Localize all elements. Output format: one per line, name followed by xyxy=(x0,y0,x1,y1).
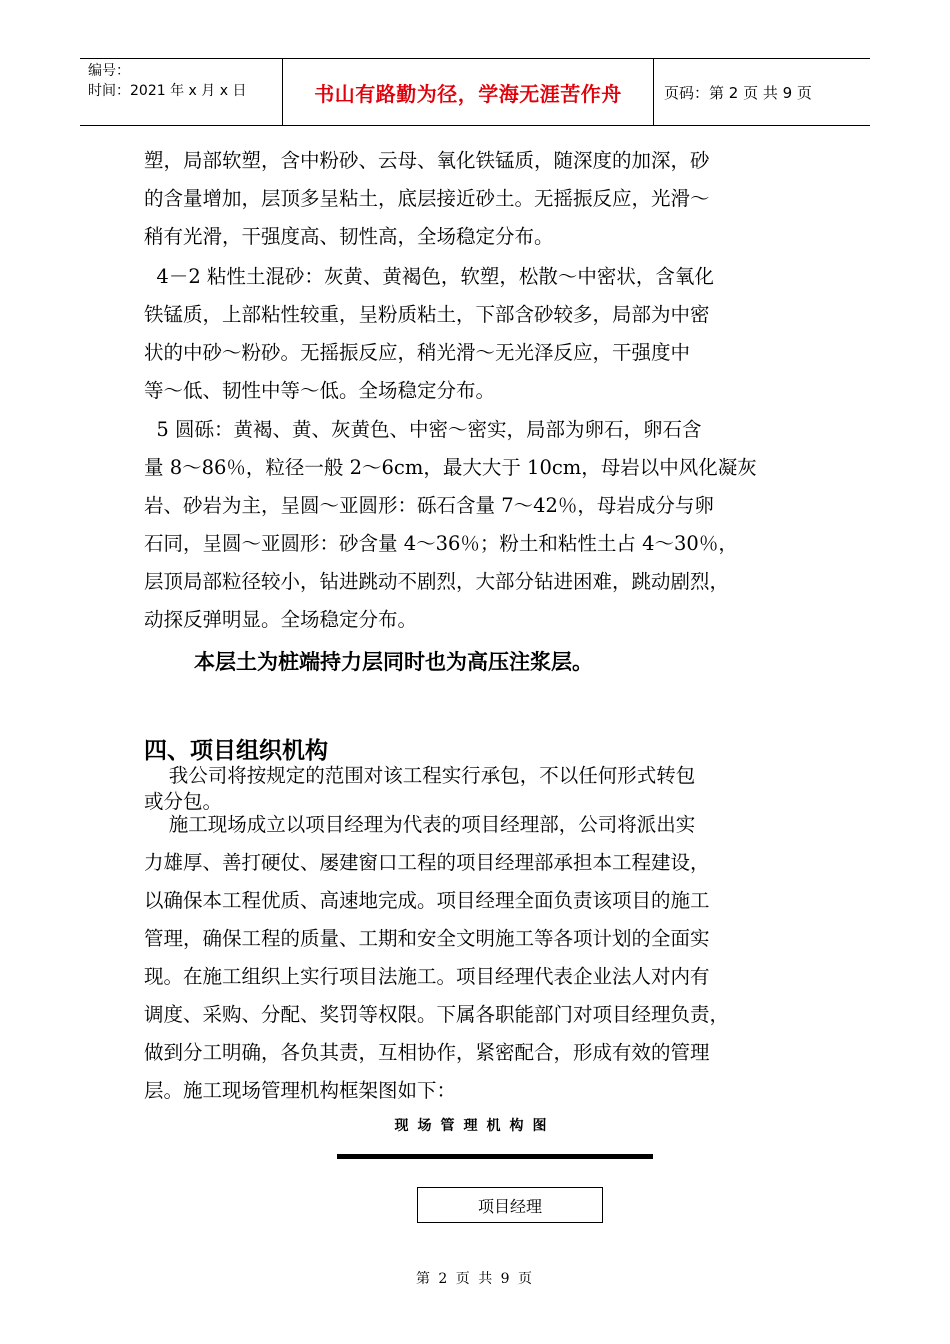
paragraph-soil-layer-continued: 塑，局部软塑，含中粉砂、云母、氧化铁锰质，随深度的加深，砂 的含量增加，层顶多呈粘土，底层接近砂土。无摇振反应，光滑～ 稍有光滑，干强度高、韧性高，全场稳定分布。 xyxy=(144,149,710,248)
org-chart-title: 现场管理机构图 xyxy=(394,1118,556,1134)
section-heading: 四、项目组织机构 xyxy=(144,738,328,764)
bearing-layer-note: 本层土为桩端持力层同时也为高压注浆层。 xyxy=(194,650,593,674)
document-date: 时间：2021 年 x 月 x 日 xyxy=(88,83,247,99)
org-chart-divider xyxy=(337,1154,653,1159)
document-header xyxy=(80,58,870,126)
document-number-label: 编号： xyxy=(88,63,130,79)
page-footer: 第 2 页 共 9 页 xyxy=(415,1271,535,1287)
paragraph-layer-5: 5 圆砾：黄褐、黄、灰黄色、中密～密实，局部为卵石，卵石含 量 8～86％，粒径一般 2～6cm，最大大于 10cm，母岩以中风化凝灰 岩、砂岩为主，呈圆～亚圆形：砾石含量 7～42％，母岩成分与卵 石同，呈圆～亚圆形：砂含量 4～36％；粉土和粘性土占 4～30％， 层顶局部粒径较小，钻进跳动不剧烈，大部分钻进困难，跳动剧烈， 动探反弹明显。全场稳定分布。 xyxy=(144,418,757,631)
paragraph-layer-4-2: 4－2 粘性土混砂：灰黄、黄褐色，软塑，松散～中密状，含氧化 铁锰质，上部粘性较重，呈粉质粘土，下部含砂较多，局部为中密 状的中砂～粉砂。无摇振反应，稍光滑～无光泽反应，干强度中 等～低、韧性中等～低。全场稳定分布。 xyxy=(144,265,714,402)
header-motto: 书山有路勤为径，学海无涯苦作舟 xyxy=(314,81,622,106)
header-motto-cell xyxy=(282,59,654,125)
paragraph-project-management: 施工现场成立以项目经理为代表的项目经理部，公司将派出实 力雄厚、善打硬仗、屡建窗口工程的项目经理部承担本工程建设， 以确保本工程优质、高速地完成。项目经理全面负责该项目的施工 管理，确保工程的质量、工期和安全文明施工等各项计划的全面实 现。在施工组织上实行项目法施工。项目经理代表企业法人对内有 调度、采购、分配、奖罚等权限。下属各职能部门对项目经理负责， 做到分工明确，各负其责，互相协作，紧密配合，形成有效的管理 层。施工现场管理机构框架图如下： xyxy=(144,813,730,1102)
org-node-project-manager: 项目经理 xyxy=(417,1187,603,1223)
header-page-info: 页码：第 2 页 共 9 页 xyxy=(664,83,812,102)
paragraph-contracting: 我公司将按规定的范围对该工程实行承包，不以任何形式转包 或分包。 xyxy=(144,764,696,813)
header-meta xyxy=(80,59,282,125)
